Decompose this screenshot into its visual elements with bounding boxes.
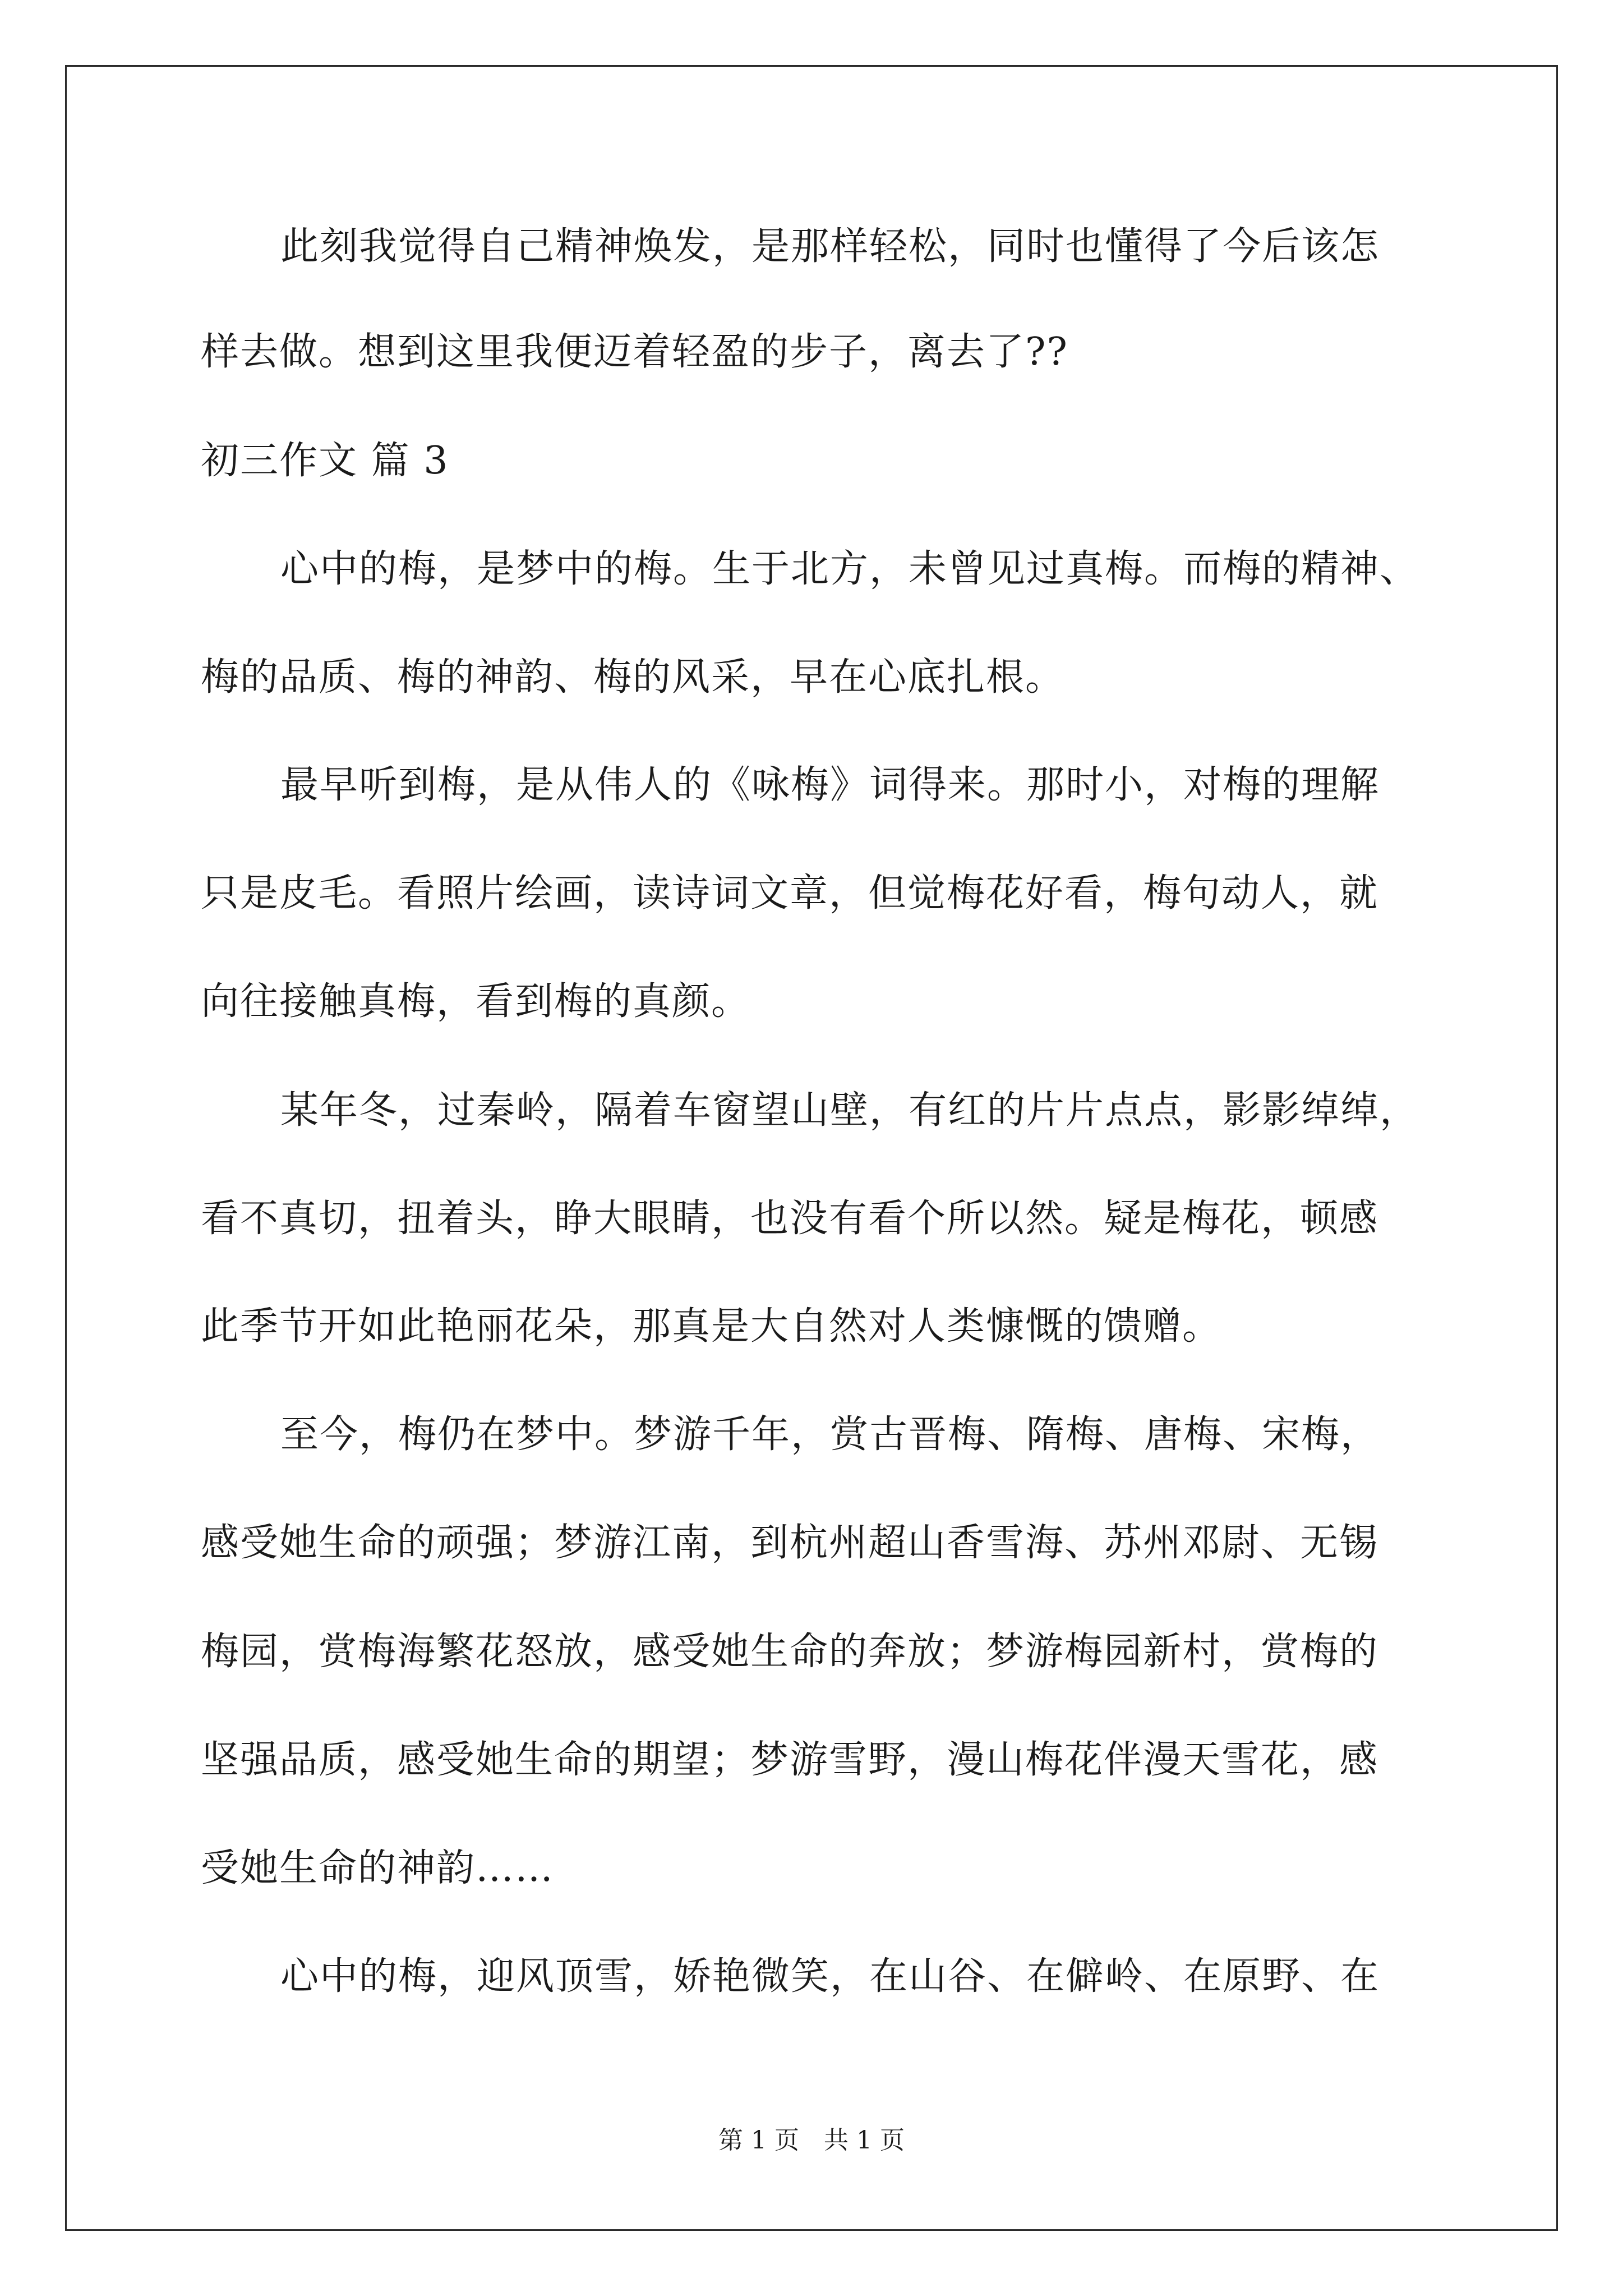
section-heading: 初三作文 篇 3 (201, 439, 449, 483)
paragraph-line: 坚强品质，感受她生命的期望；梦游雪野，漫山梅花伴漫天雪花，感 (201, 1738, 1379, 1782)
paragraph-line: 梅园，赏梅海繁花怒放，感受她生命的奔放；梦游梅园新村，赏梅的 (201, 1630, 1379, 1674)
paragraph-line: 样去做。想到这里我便迈着轻盈的步子，离去了?? (201, 330, 1068, 374)
paragraph-line: 只是皮毛。看照片绘画，读诗词文章，但觉梅花好看，梅句动人，就 (201, 871, 1379, 915)
paragraph-line: 某年冬，过秦岭，隔着车窗望山壁，有红的片片点点，影影绰绰， (280, 1088, 1419, 1133)
paragraph-line: 看不真切，扭着头，睁大眼睛，也没有看个所以然。疑是梅花，顿感 (201, 1197, 1379, 1241)
page-footer: 第 1 页 共 1 页 (718, 2126, 905, 2155)
paragraph-line: 心中的梅，是梦中的梅。生于北方，未曾见过真梅。而梅的精神、 (280, 547, 1419, 591)
paragraph-line: 感受她生命的顽强；梦游江南，到杭州超山香雪海、苏州邓尉、无锡 (201, 1521, 1379, 1565)
paragraph-line: 最早听到梅，是从伟人的《咏梅》词得来。那时小，对梅的理解 (280, 763, 1380, 807)
paragraph-line: 梅的品质、梅的神韵、梅的风采，早在心底扎根。 (201, 655, 1065, 700)
paragraph-line: 此季节开如此艳丽花朵，那真是大自然对人类慷慨的馈赠。 (201, 1304, 1222, 1349)
paragraph-line: 心中的梅，迎风顶雪，娇艳微笑，在山谷、在僻岭、在原野、在 (280, 1954, 1380, 1999)
page-border (65, 65, 1558, 2231)
paragraph-line: 此刻我觉得自己精神焕发，是那样轻松，同时也懂得了今后该怎 (280, 224, 1380, 269)
paragraph-line: 受她生命的神韵…… (201, 1846, 555, 1890)
paragraph-line: 向往接触真梅，看到梅的真颜。 (201, 979, 751, 1024)
paragraph-line: 至今，梅仍在梦中。梦游千年，赏古晋梅、隋梅、唐梅、宋梅， (280, 1412, 1380, 1457)
